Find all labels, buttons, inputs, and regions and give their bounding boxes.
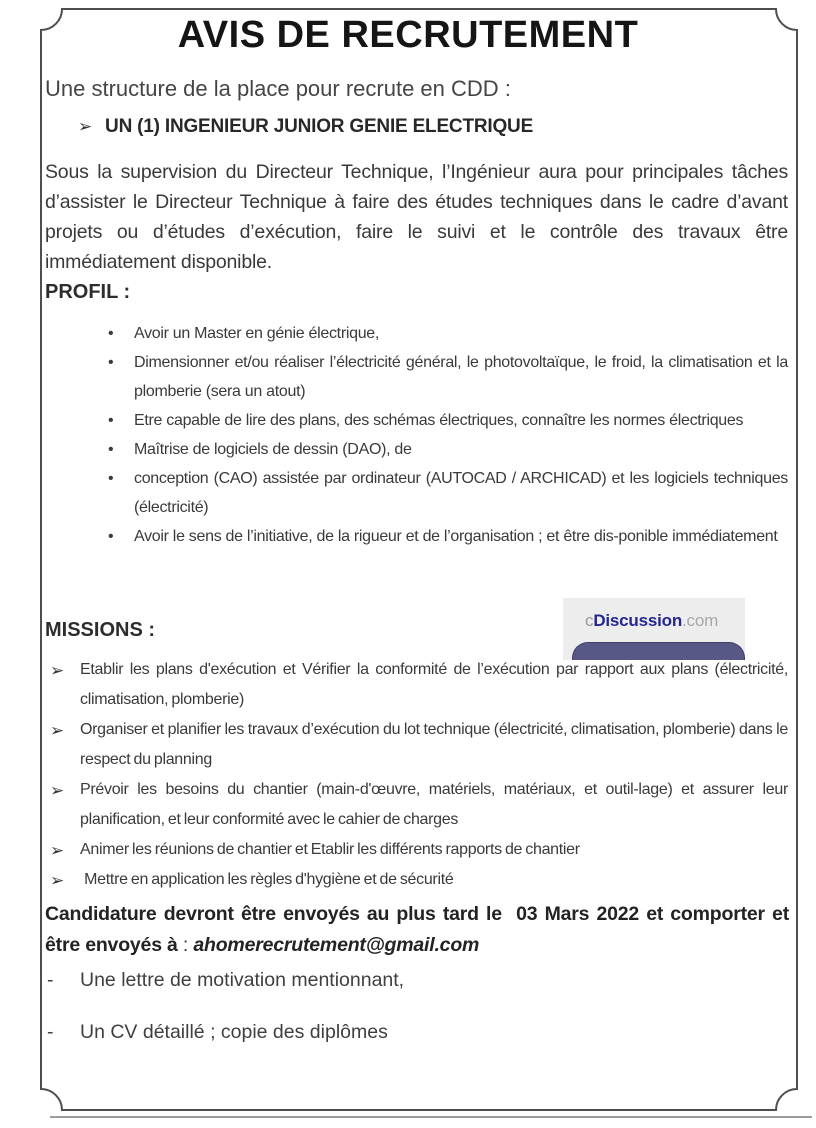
application-separator: :	[177, 934, 194, 956]
profil-list	[45, 319, 788, 551]
mission-item-text: Prévoir les besoins du chantier (main-d'œuvre, matériels, matériaux, et outil-lage) et assurer leur planification, et leur conformité avec le cahier de charges	[80, 781, 792, 828]
intro-line: Une structure de la place pour recrute en CDD :	[45, 76, 511, 101]
document-item	[45, 1019, 788, 1045]
profil-item-text: Avoir un Master en génie électrique,	[134, 325, 380, 342]
missions-heading: MISSIONS :	[45, 619, 156, 641]
bullet-icon: •	[108, 470, 114, 487]
mission-item	[45, 835, 788, 865]
mission-item	[45, 715, 792, 775]
profil-item	[45, 319, 788, 348]
profil-item	[45, 406, 788, 435]
arrow-bullet-icon: ➢	[78, 117, 93, 137]
application-deadline-text: Candidature devront être envoyés au plus tard le 03 Mars 2022 et comporter et être envoyés à	[45, 903, 795, 956]
missions-list	[45, 655, 792, 895]
profil-item	[45, 435, 788, 464]
profil-heading: PROFIL :	[45, 281, 131, 303]
profil-item-text: Dimensionner et/ou réaliser l’électricité général, le photovoltaïque, le froid, la climatisation et la plomberie (sera un atout)	[134, 354, 788, 400]
mission-item	[45, 655, 792, 715]
arrow-bullet-icon: ➢	[50, 721, 64, 741]
arrow-bullet-icon: ➢	[50, 661, 64, 681]
profil-item-text: Etre capable de lire des plans, des schémas électriques, connaître les normes électriques	[134, 412, 744, 429]
arrow-bullet-icon: ➢	[50, 871, 64, 891]
profil-item-text: Maîtrise de logiciels de dessin (DAO), de	[134, 441, 412, 458]
watermark-banner-shape	[572, 642, 745, 660]
position-title: UN (1) INGENIEUR JUNIOR GENIE ELECTRIQUE	[105, 116, 534, 137]
position-item	[78, 116, 533, 138]
bullet-icon: •	[108, 412, 114, 429]
watermark-badge	[563, 598, 745, 660]
watermark-prefix: c	[585, 611, 594, 630]
mission-item-text: Mettre en application les règles d'hygiène et de sécurité	[80, 871, 454, 888]
bullet-icon: •	[108, 325, 114, 342]
profil-item-text: conception (CAO) assistée par ordinateur (AUTOCAD / ARCHICAD) et les logiciels techniques (électricité)	[134, 470, 788, 516]
watermark-text	[585, 611, 745, 631]
profil-item	[45, 348, 788, 406]
mission-item-text: Organiser et planifier les travaux d’exécution du lot technique (électricité, climatisation, plomberie) dans le respect du planning	[80, 721, 792, 768]
arrow-bullet-icon: ➢	[50, 841, 64, 861]
profil-item	[45, 522, 788, 551]
document-item-text: Une lettre de motivation mentionnant,	[80, 969, 405, 991]
watermark-suffix: .com	[682, 611, 719, 630]
mission-item	[45, 865, 788, 895]
bullet-icon: •	[108, 354, 114, 371]
mission-item-text: Animer les réunions de chantier et Etablir les différents rapports de chantier	[80, 841, 580, 858]
watermark-brand: Discussion	[593, 611, 683, 630]
arrow-bullet-icon: ➢	[50, 781, 64, 801]
bullet-icon: •	[108, 528, 114, 545]
description-paragraph: Sous la supervision du Directeur Technique, l’Ingénieur aura pour principales tâches d’assister le Directeur Technique à faire des études techniques dans le cadre d’avant projets ou d’études d’exécution, faire le suivi et le contrôle des travaux être immédiatement disponible.	[45, 161, 788, 273]
dash-icon: -	[47, 1021, 54, 1043]
application-email: ahomerecrutement@gmail.com	[193, 934, 480, 956]
bullet-icon: •	[108, 441, 114, 458]
profil-item	[45, 464, 788, 522]
application-paragraph	[45, 899, 795, 961]
profil-item-text: Avoir le sens de l’initiative, de la rigueur et de l’organisation ; et être dis-ponible immédiatement	[134, 528, 778, 545]
document-item-text: Un CV détaillé ; copie des diplômes	[80, 1021, 388, 1043]
mission-item-text: Etablir les plans d'exécution et Vérifier la conformité de l’exécution par rapport aux plans (électricité, climatisation, plomberie)	[80, 661, 792, 708]
page-title: AVIS DE RECRUTEMENT	[177, 14, 639, 56]
mission-item	[45, 775, 792, 835]
documents-list	[45, 967, 788, 1071]
dash-icon: -	[47, 969, 54, 991]
document-item	[45, 967, 788, 993]
